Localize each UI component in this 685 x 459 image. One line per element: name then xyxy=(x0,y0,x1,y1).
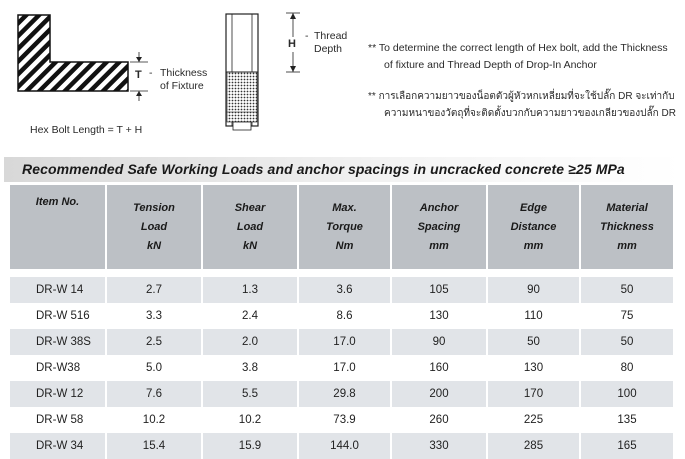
english-note-marker: ** xyxy=(368,42,377,54)
english-note-line-2: of fixture and Thread Depth of Drop-In Anchor xyxy=(384,59,597,71)
table-cell: 75 xyxy=(580,303,673,329)
table-cell: 80 xyxy=(580,355,673,381)
table-cell: 2.5 xyxy=(106,329,202,355)
table-cell: 144.0 xyxy=(298,433,391,459)
table-cell: DR-W 14 xyxy=(10,277,106,303)
table-cell: 330 xyxy=(391,433,487,459)
table-cell: 130 xyxy=(487,355,580,381)
section-banner xyxy=(4,157,681,182)
table-cell: 7.6 xyxy=(106,381,202,407)
table-cell: 90 xyxy=(487,277,580,303)
table-cell: 90 xyxy=(391,329,487,355)
table-cell: DR-W 516 xyxy=(10,303,106,329)
table-cell: 165 xyxy=(580,433,673,459)
table-cell: 170 xyxy=(487,381,580,407)
header-material-thickness: Material Thickness mm xyxy=(580,185,673,269)
hex-bolt-formula: Hex Bolt Length = T + H xyxy=(30,124,143,136)
table-cell: 10.2 xyxy=(202,407,298,433)
table-cell: 29.8 xyxy=(298,381,391,407)
thai-note-line-1: การเลือกความยาวของน็อตตัวผู้หัวหกเหลี่ยมที่จะใช้ปลั๊ก DR จะเท่ากับ xyxy=(378,91,675,102)
thread-dash: - xyxy=(305,30,309,42)
table-cell: 8.6 xyxy=(298,303,391,329)
table-cell: DR-W 12 xyxy=(10,381,106,407)
table-row xyxy=(10,303,673,329)
table-header-row xyxy=(10,185,673,269)
t-symbol: T xyxy=(135,69,142,81)
thickness-of-fixture-label: Thickness of Fixture xyxy=(160,67,208,92)
table-cell: 285 xyxy=(487,433,580,459)
table-cell: 50 xyxy=(487,329,580,355)
concrete-section-shape xyxy=(18,15,128,91)
table-cell: 100 xyxy=(580,381,673,407)
table-row xyxy=(10,381,673,407)
table-cell: 50 xyxy=(580,329,673,355)
header-tension-load: Tension Load kN xyxy=(106,185,202,269)
header-max-torque: Max. Torque Nm xyxy=(298,185,391,269)
english-note-line-1: To determine the correct length of Hex bolt, add the Thickness xyxy=(378,42,668,54)
table-cell: 200 xyxy=(391,381,487,407)
table-cell: 3.8 xyxy=(202,355,298,381)
thai-note-line-2: ความหนาของวัตถุที่จะติดตั้งบวกกับความยาวของเกลียวของปลั๊ก DR xyxy=(384,108,676,119)
thickness-dash: - xyxy=(149,67,153,79)
thread-depth-label: Thread Depth xyxy=(314,30,348,55)
table-cell: 17.0 xyxy=(298,329,391,355)
header-item-no: Item No. xyxy=(10,185,106,269)
table-cell: 260 xyxy=(391,407,487,433)
table-cell: 15.4 xyxy=(106,433,202,459)
header-anchor-spacing: Anchor Spacing mm xyxy=(391,185,487,269)
table-cell: 5.5 xyxy=(202,381,298,407)
table-cell: 3.6 xyxy=(298,277,391,303)
thai-note xyxy=(368,88,678,122)
table-cell: 10.2 xyxy=(106,407,202,433)
thai-note-marker: ** xyxy=(368,91,376,102)
table-cell: 15.9 xyxy=(202,433,298,459)
drop-in-anchor-drawing xyxy=(226,14,258,130)
table-row xyxy=(10,433,673,459)
table-cell: DR-W38 xyxy=(10,355,106,381)
table-cell: 17.0 xyxy=(298,355,391,381)
h-symbol: H xyxy=(288,38,296,50)
header-shear-load: Shear Load kN xyxy=(202,185,298,269)
table-row xyxy=(10,329,673,355)
table-row xyxy=(10,407,673,433)
table-cell: 2.0 xyxy=(202,329,298,355)
table-cell: 160 xyxy=(391,355,487,381)
table-cell: 50 xyxy=(580,277,673,303)
table-row xyxy=(10,355,673,381)
banner-title: Recommended Safe Working Loads and anchor spacings in uncracked concrete ≥25 MPa xyxy=(22,161,625,177)
table-cell: 225 xyxy=(487,407,580,433)
table-cell: 105 xyxy=(391,277,487,303)
table-cell: 2.4 xyxy=(202,303,298,329)
table-cell: 135 xyxy=(580,407,673,433)
table-cell: 130 xyxy=(391,303,487,329)
table-cell: 1.3 xyxy=(202,277,298,303)
english-note xyxy=(368,40,678,74)
table-cell: 5.0 xyxy=(106,355,202,381)
safe-working-loads-table xyxy=(10,185,673,459)
table-cell: DR-W 38S xyxy=(10,329,106,355)
table-cell: DR-W 58 xyxy=(10,407,106,433)
table-cell: 2.7 xyxy=(106,277,202,303)
table-cell: 3.3 xyxy=(106,303,202,329)
table-cell: 73.9 xyxy=(298,407,391,433)
table-cell: 110 xyxy=(487,303,580,329)
header-edge-distance: Edge Distance mm xyxy=(487,185,580,269)
table-cell: DR-W 34 xyxy=(10,433,106,459)
table-row xyxy=(10,277,673,303)
